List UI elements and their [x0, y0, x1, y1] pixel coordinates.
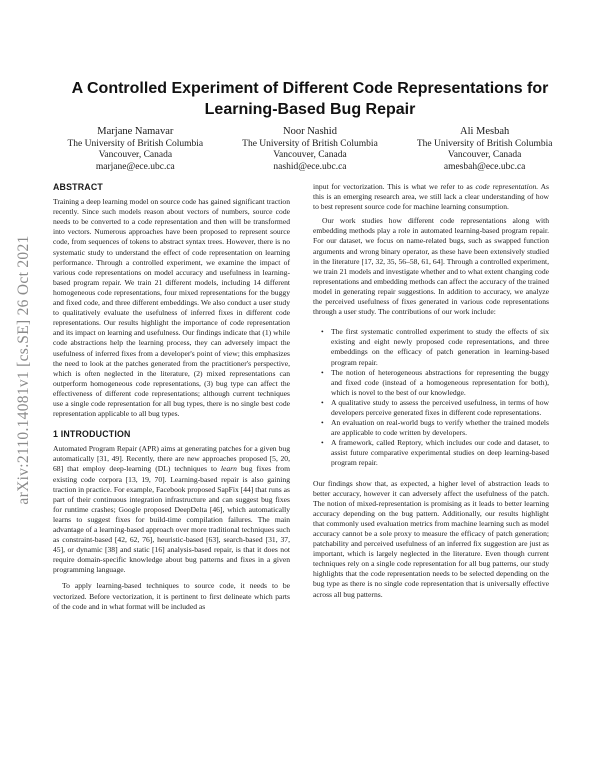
author-3 — [400, 126, 570, 173]
intro-p1-end: bug fixes from existing code corpora [13, 19, 70]. Learning-based repair is also gaining traction in practice. For example, Facebook proposed SapFix [44] that runs as part of their continuous integration infrastructure and can suggest bug fixes for runtime crashes; Google proposed DeepDelta [46], which automatically learns to suggest fixes for build-time compilation failures. The main advantage of a learning-based approach over more traditional techniques such as constraint-based [42, 62, 76], heuristic-based [63], search-based [31, 37, 45], or dynamic [38] and static [16] analysis-based repair, is that it does not require domain-specific knowledge about bug patterns and fixes in a given programming language. — [53, 464, 291, 575]
arxiv-stamp-text: arXiv:2110.14081v1 [cs.SE] 26 Oct 2021 — [15, 235, 32, 505]
right-p1-end: As this is an emerging research area, we still lack a clear understanding of how to best represent source code for machine learning consumption. — [313, 182, 550, 212]
author-block — [48, 126, 572, 173]
author-affiliation: The University of British Columbia — [67, 138, 204, 149]
author-email: nashid@ece.ubc.ca — [273, 161, 347, 172]
list-item-text: The notion of heterogeneous abstractions for representing the buggy and fixed code (instead of a homogeneous representation for both), which is novel to the best of our knowledge. — [331, 367, 549, 397]
author-name: Ali Mesbah — [459, 126, 510, 137]
title-line-2: Learning-Based Bug Repair — [204, 101, 416, 118]
contributions-list — [313, 327, 549, 468]
right-paragraph-1 — [313, 182, 549, 212]
author-location: Vancouver, Canada — [447, 150, 522, 161]
author-1 — [50, 126, 220, 173]
intro-paragraph-1 — [53, 444, 290, 575]
arxiv-stamp — [4, 190, 44, 550]
right-p1-emphasis: code representation. — [475, 182, 539, 191]
author-name: Marjane Namavar — [97, 126, 174, 137]
author-affiliation: The University of British Columbia — [416, 138, 553, 149]
bullet-icon: • — [321, 367, 324, 377]
list-item — [321, 418, 549, 438]
list-item — [321, 438, 549, 468]
paper-title — [40, 78, 580, 120]
bullet-icon: • — [321, 438, 324, 448]
list-item — [321, 327, 549, 367]
abstract-heading: ABSTRACT — [53, 182, 103, 192]
title-line-1: A Controlled Experiment of Different Code Representations for — [71, 80, 549, 97]
intro-heading: 1 INTRODUCTION — [53, 429, 131, 440]
author-email: marjane@ece.ubc.ca — [95, 161, 175, 172]
author-location: Vancouver, Canada — [273, 150, 347, 161]
right-column — [313, 182, 549, 600]
list-item-text: The first systematic controlled experiment to study the effects of six existing and eight newly proposed code representations, and three embeddings on the efficacy of patch generation in learning-based program repair. — [331, 327, 549, 367]
intro-p1-emphasis: learn — [220, 464, 237, 474]
right-paragraph-3: Our findings show that, as expected, a higher level of abstraction leads to better accuracy, however it can adversely affect the usefulness of the patch. The notion of mixed-representation is promising as it leads to better learning accuracy depending on the bug pattern. Additionally, our results highlight that commonly used evaluation metrics from machine learning such as model accuracy cannot be a sole proxy to measure the efficacy of patch generation; patchability and perceived usefulness of an inferred fix suggestion are just as important, which is largely neglected in the literature. Even though current techniques rely on a single code representation for all bug patterns, our study highlights that the code representation needs to be selected depending on the bug type as there is no single code representation that is universally effective across all bug patterns. — [313, 478, 549, 599]
bullet-icon: • — [321, 327, 324, 337]
author-location: Vancouver, Canada — [98, 150, 173, 161]
author-name: Noor Nashid — [283, 126, 337, 137]
right-p1-start: input for vectorization. This is what we refer to as — [313, 182, 476, 191]
intro-paragraph-2: To apply learning-based techniques to source code, it needs to be vectorized. Before vectorization, it is pertinent to first delineate which parts of the code and in what format will be included as — [53, 581, 290, 611]
bullet-icon: • — [321, 397, 324, 407]
list-item-text: A framework, called Reptory, which includes our code and dataset, to assist future comparative experimental studies on deep learning-based program repair. — [331, 438, 549, 468]
author-email: amesbah@ece.ubc.ca — [443, 161, 526, 172]
abstract-text: Training a deep learning model on source code has gained significant traction recently. Since such models reason about vectors of numbers, source code needs to be converted to a code representation and then will be transformed into vectors. Numerous approaches have been proposed to represent source code, from sequences of tokens to abstract syntax trees. However, there is no systematic study to understand the effect of code representation on learning performance. Through a controlled experiment, we examine the impact of various code representations on model accuracy and usefulness in learning-based program repair. We train 21 different models, including 14 different homogeneous code representations, four mixed representations for the buggy and fixed code, and three different embeddings. We also conduct a user study to qualitatively evaluate the usefulness of inferred fixes in different code representations. Our results highlight the importance of code representation and its impact on learning and usefulness. Our findings indicate that (1) while code abstractions help the learning process, they can adversely impact the usefulness of inferred fixes from a developer's point of view; this emphasizes the need to look at the patches generated from the practitioner's perspective, which is often neglected in the literature, (2) mixed representations can outperform homogeneous code representations, (3) bug type can affect the effectiveness of different code representations; although current techniques use a single code representation for all bug types, there is no single best code representation applicable to all bug types. — [53, 197, 290, 419]
author-affiliation: The University of British Columbia — [242, 138, 378, 149]
author-2 — [225, 126, 395, 173]
left-column — [53, 182, 290, 612]
bullet-icon: • — [321, 418, 324, 428]
intro-p1-start: Automated Program Repair (APR) aims at generating patches for a given bug automatically [31, 49]. Recently, there are new approaches proposed [5, 20, 68] that employ deep-learning (DL) techniques to — [53, 444, 290, 474]
list-item — [321, 367, 549, 398]
right-paragraph-2: Our work studies how different code representations along with embedding methods play a role in automated learning-based program repair. For our dataset, we focus on name-related bugs, such as swapped function arguments and wrong binary operator, as these have been extensively studied in the literature [17, 32, 35, 56–58, 61, 64]. Through a controlled experiment, we train 21 models and investigate whether and to what extent changing code representations and embedding methods can affect the accuracy of the trained model in generating repair suggestions. In addition to accuracy, we analyze the perceived usefulness of fixes generated in various code representations through a user study. The contributions of our work include: — [313, 216, 550, 317]
list-item — [321, 397, 549, 418]
list-item-text: A qualitative study to assess the perceived usefulness, in terms of how developers perceive generated fixes in different code representations. — [331, 397, 549, 417]
list-item-text: An evaluation on real-world bugs to verify whether the trained models are applicable to code written by developers. — [331, 418, 549, 438]
